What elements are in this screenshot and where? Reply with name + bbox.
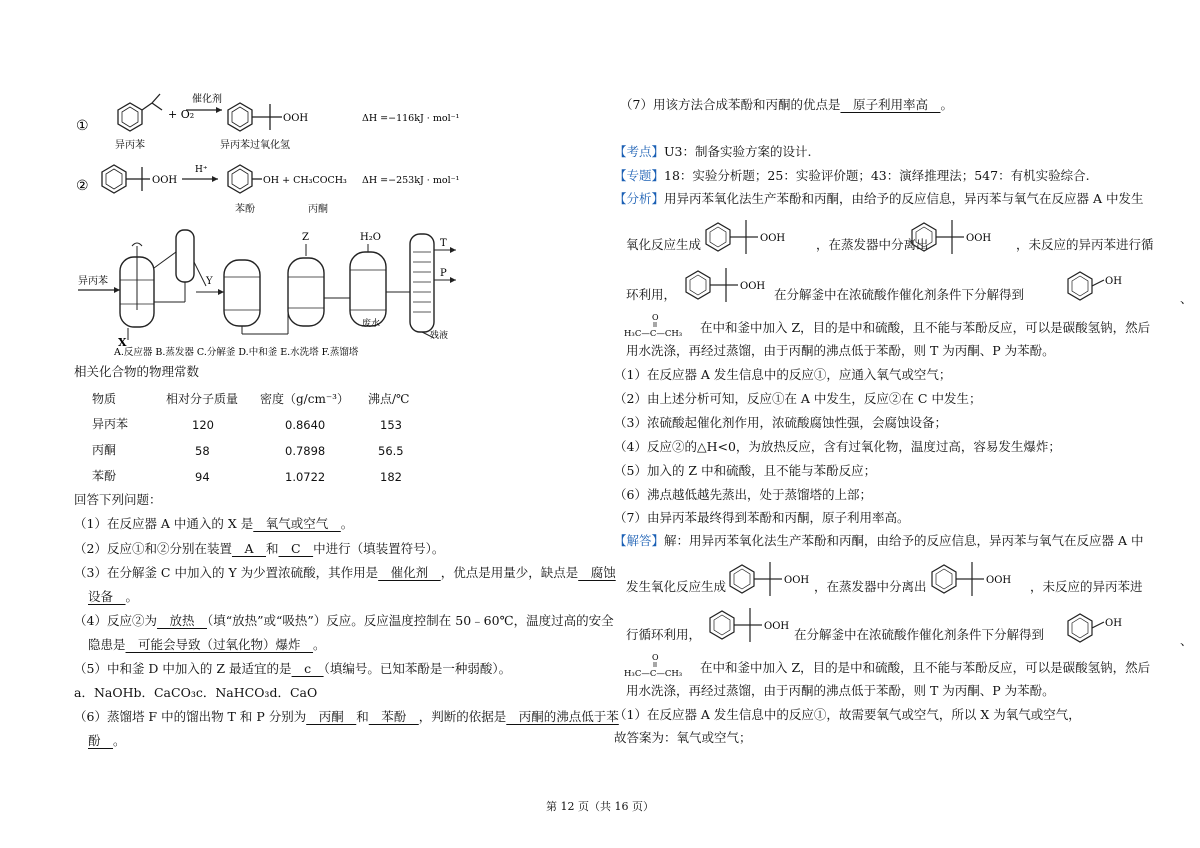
svg-text:Y: Y <box>206 276 213 287</box>
table-cell: 1.0722 <box>285 470 326 484</box>
cumene-hydroperoxide-structure <box>704 600 796 650</box>
svg-text:②: ② <box>76 178 89 194</box>
question-1: （1）在反应器 A 中通入的 X 是 氧气或空气 。 <box>74 516 354 531</box>
svg-text:O: O <box>652 313 659 322</box>
acetone-name: 丙酮 <box>308 204 328 215</box>
jieda-line-2a: 发生氧化反应生成 <box>626 579 727 594</box>
kaodian: 【考点】U3：制备实验方案的设计. <box>614 144 812 159</box>
table-cell: 120 <box>192 418 214 432</box>
fenxi-line-3c: 、 <box>1180 291 1193 306</box>
table-cell: 异丙苯 <box>92 417 129 431</box>
svg-text:OOH: OOH <box>986 575 1012 586</box>
fenxi-line-4: 在中和釜中加入 Z，目的是中和硫酸，且不能与苯酚反应，可以是碳酸氢钠，然后 <box>700 320 1151 335</box>
table-header: 物质 <box>92 392 117 406</box>
svg-text:OH: OH <box>1105 618 1122 629</box>
table-cell: 苯酚 <box>92 469 117 483</box>
svg-text:OH + CH₃COCH₃: OH + CH₃COCH₃ <box>263 175 347 186</box>
table-header: 相对分子质量 <box>166 392 239 406</box>
svg-text:H₂O: H₂O <box>360 232 381 243</box>
table-cell: 153 <box>380 418 402 432</box>
svg-text:P: P <box>440 268 447 279</box>
analysis-5: （5）加入的 Z 中和硫酸，且不能与苯酚反应； <box>614 463 877 478</box>
apparatus-diagram <box>78 222 478 360</box>
svg-text:T: T <box>440 238 447 249</box>
fenxi-line-2a: 氧化反应生成 <box>626 237 702 252</box>
jieda-line-5: 用水洗涤，再经过蒸馏，由于丙酮的沸点低于苯酚，则 T 为丙酮、P 为苯酚。 <box>626 683 1055 698</box>
page-footer: 第 12 页（共 16 页） <box>546 800 654 813</box>
question-2: （2）反应①和②分别在装置 A 和 C 中进行（填装置符号）。 <box>74 541 445 556</box>
svg-text:OOH: OOH <box>966 233 992 244</box>
svg-text:异丙苯: 异丙苯 <box>115 140 145 151</box>
fenxi-line-1: 【分析】用异丙苯氧化法生产苯酚和丙酮，由给予的反应信息，异丙苯与氧气在反应器 A 中发生 <box>614 191 1144 206</box>
analysis-6: （6）沸点越低越先蒸出，处于蒸馏塔的上部； <box>614 487 872 502</box>
fenxi-line-2c: ，未反应的异丙苯进行循 <box>1016 237 1154 252</box>
analysis-4: （4）反应②的△H<0，为放热反应，含有过氧化物，温度过高，容易发生爆炸； <box>614 439 1061 454</box>
analysis-2: （2）由上述分析可知，反应①在 A 中发生，反应②在 C 中发生； <box>614 391 982 406</box>
jieda-line-3b: 在分解釜中在浓硫酸作催化剂条件下分解得到 <box>794 627 1045 642</box>
cumene-hydroperoxide-structure <box>906 212 998 262</box>
svg-text:OOH: OOH <box>740 281 766 292</box>
cumene-hydroperoxide-structure <box>700 212 792 262</box>
acetone-structure <box>624 312 696 338</box>
jieda-line-6: （1）在反应器 A 发生信息中的反应①，故需要氧气或空气，所以 X 为氧气或空气， <box>614 707 1081 722</box>
jieda-line-3c: 、 <box>1180 633 1193 648</box>
table-cell: 94 <box>195 470 210 484</box>
fenxi-line-3b: 在分解釜中在浓硫酸作催化剂条件下分解得到 <box>774 287 1025 302</box>
table-cell: 0.8640 <box>285 418 326 432</box>
question-5: （5）中和釜 D 中加入的 Z 最适宜的是 c （填编号。已知苯酚是一种弱酸）。 <box>74 661 512 676</box>
svg-text:OOH: OOH <box>760 233 786 244</box>
acetone-structure <box>624 652 696 678</box>
question-3: （3）在分解釜 C 中加入的 Y 为少置浓硫酸，其作用是 催化剂 ，优点是用量少，缺点是 腐蚀 <box>74 565 616 580</box>
jieda-line-7: 故答案为：氧气或空气； <box>614 730 752 745</box>
svg-text:ΔH =−253kJ · mol⁻¹: ΔH =−253kJ · mol⁻¹ <box>362 175 460 186</box>
jieda-line-4: 在中和釜中加入 Z，目的是中和硫酸，且不能与苯酚反应，可以是碳酸氢钠，然后 <box>700 660 1151 675</box>
question-4-cont: 隐患是 可能会导致（过氧化物）爆炸 。 <box>88 637 326 652</box>
analysis-3: （3）浓硫酸起催化剂作用，浓硫酸腐蚀性强，会腐蚀设备； <box>614 415 947 430</box>
cumene-hydroperoxide-structure <box>680 260 772 310</box>
phenol-name: 苯酚 <box>235 204 255 215</box>
table-header: 密度（g/cm⁻³） <box>260 392 349 406</box>
question-6: （6）蒸馏塔 F 中的馏出物 T 和 P 分别为 丙酮 和 苯酚 ，判断的依据是 丙酮的沸点低于苯 <box>74 709 619 724</box>
table-cell: 58 <box>195 444 210 458</box>
reaction-scheme <box>70 88 490 196</box>
table-header: 沸点/℃ <box>368 392 410 406</box>
questions-intro: 回答下列问题： <box>74 492 162 507</box>
table-cell: 0.7898 <box>285 444 326 458</box>
cumene-hydroperoxide-structure <box>724 554 816 604</box>
cumene-hydroperoxide-structure <box>926 554 1018 604</box>
question-6-cont: 酚 。 <box>88 733 126 748</box>
svg-text:Z: Z <box>302 232 309 243</box>
svg-text:ΔH =−116kJ · mol⁻¹: ΔH =−116kJ · mol⁻¹ <box>362 113 460 124</box>
zhuanti: 【专题】18：实验分析题；25：实验评价题；43：演绎推理法；547：有机实验综合. <box>614 168 1090 183</box>
question-4: （4）反应②为 放热 （填“放热”或“吸热”）反应。反应温度控制在 50﹣60℃，温度过高的安全 <box>74 613 614 628</box>
jieda-line-2c: ，未反应的异丙苯进 <box>1030 579 1143 594</box>
svg-text:异丙苯: 异丙苯 <box>78 276 108 287</box>
analysis-7: （7）由异丙苯最终得到苯酚和丙酮，原子利用率高。 <box>614 510 910 525</box>
jieda-line-1: 【解答】解：用异丙苯氧化法生产苯酚和丙酮，由给予的反应信息，异丙苯与氧气在反应器 A 中 <box>614 533 1144 548</box>
svg-text:异丙苯过氧化氢: 异丙苯过氧化氢 <box>220 140 290 151</box>
phenol-structure <box>1062 266 1134 306</box>
phenol-structure <box>1062 608 1134 648</box>
fenxi-line-2b: ，在蒸发器中分离出 <box>816 237 929 252</box>
svg-text:A.反应器 B.蒸发器 C.分解釜 D.中和釜: A.反应器 B.蒸发器 C.分解釜 D.中和釜 E.水洗塔 F.蒸馏塔 <box>114 347 359 358</box>
jieda-line-2b: ，在蒸发器中分离出 <box>814 579 927 594</box>
svg-text:①: ① <box>76 118 89 134</box>
svg-text:O: O <box>652 653 659 662</box>
svg-text:OOH: OOH <box>283 113 309 124</box>
table-cell: 56.5 <box>378 444 404 458</box>
svg-text:OH: OH <box>1105 276 1122 287</box>
svg-text:X: X <box>118 336 127 349</box>
svg-text:OOH: OOH <box>152 175 178 186</box>
svg-text:H⁺: H⁺ <box>195 165 208 175</box>
table-caption: 相关化合物的物理常数 <box>74 364 200 379</box>
fenxi-line-3a: 环利用， <box>626 287 677 302</box>
question-7: （7）用该方法合成苯酚和丙酮的优点是 原子利用率高 。 <box>620 97 953 112</box>
svg-text:H₃C—C—CH₃: H₃C—C—CH₃ <box>624 329 683 338</box>
analysis-1: （1）在反应器 A 发生信息中的反应①，应通入氧气或空气； <box>614 367 952 382</box>
svg-text:H₃C—C—CH₃: H₃C—C—CH₃ <box>624 669 683 678</box>
table-cell: 182 <box>380 470 402 484</box>
question-3-cont: 设备 。 <box>88 589 139 604</box>
svg-text:废水: 废水 <box>362 319 381 329</box>
svg-text:残液: 残液 <box>430 331 449 341</box>
svg-text:OOH: OOH <box>784 575 810 586</box>
svg-text:+ O₂: + O₂ <box>168 108 195 121</box>
svg-text:OOH: OOH <box>764 621 790 632</box>
question-5-options: a．NaOHb．CaCO₃c．NaHCO₃d．CaO <box>74 685 318 700</box>
svg-text:催化剂: 催化剂 <box>192 94 222 105</box>
fenxi-line-5: 用水洗涤，再经过蒸馏，由于丙酮的沸点低于苯酚，则 T 为丙酮、P 为苯酚。 <box>626 343 1055 358</box>
table-cell: 丙酮 <box>92 443 117 457</box>
jieda-line-3a: 行循环利用， <box>626 627 702 642</box>
